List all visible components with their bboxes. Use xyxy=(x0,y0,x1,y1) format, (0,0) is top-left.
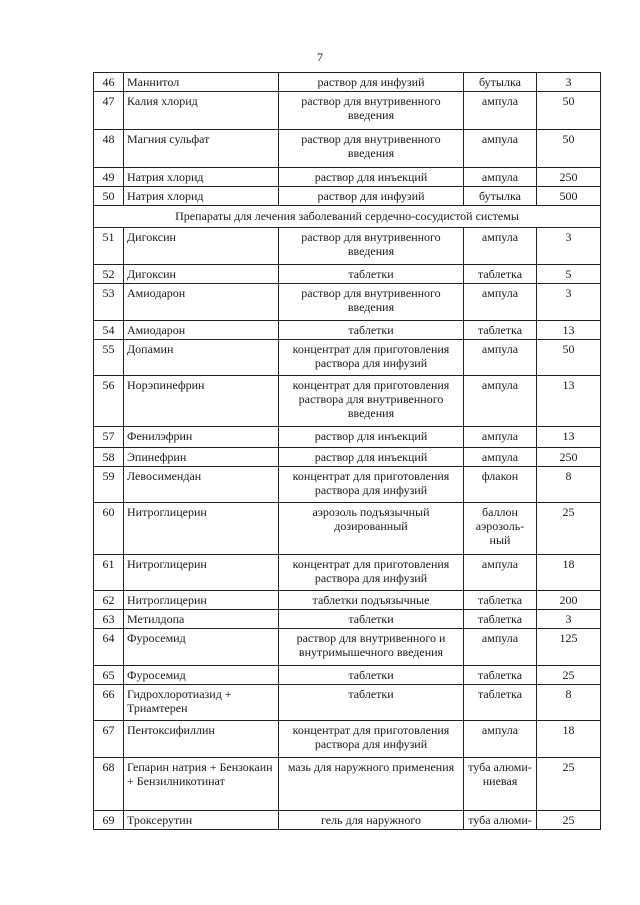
dosage-form: раствор для инъекций xyxy=(279,448,464,467)
package-unit: туба алюми-ниевая xyxy=(464,758,537,811)
package-unit: ампула xyxy=(464,448,537,467)
package-unit: ампула xyxy=(464,555,537,591)
drug-name: Амиодарон xyxy=(124,284,279,321)
table-row xyxy=(94,92,601,130)
row-number: 66 xyxy=(94,685,124,721)
drug-name: Троксерутин xyxy=(124,811,279,830)
row-number: 64 xyxy=(94,629,124,666)
package-unit: баллон аэрозоль-ный xyxy=(464,503,537,555)
table-row xyxy=(94,284,601,321)
table-row xyxy=(94,340,601,376)
drug-name: Норэпинефрин xyxy=(124,376,279,427)
quantity: 13 xyxy=(537,321,601,340)
drug-name: Калия хлорид xyxy=(124,92,279,130)
drug-name: Нитроглицерин xyxy=(124,591,279,610)
drug-name: Гидрохлоротиазид + Триамтерен xyxy=(124,685,279,721)
quantity: 500 xyxy=(537,187,601,206)
table-row xyxy=(94,265,601,284)
package-unit: ампула xyxy=(464,721,537,758)
quantity: 3 xyxy=(537,73,601,92)
package-unit: таблетка xyxy=(464,685,537,721)
quantity: 8 xyxy=(537,685,601,721)
drug-name: Пентоксифиллин xyxy=(124,721,279,758)
package-unit: флакон xyxy=(464,467,537,503)
table-row xyxy=(94,811,601,830)
table-row xyxy=(94,721,601,758)
quantity: 250 xyxy=(537,168,601,187)
table-row xyxy=(94,130,601,168)
row-number: 51 xyxy=(94,228,124,265)
drug-name: Фуросемид xyxy=(124,666,279,685)
dosage-form: раствор для инфузий xyxy=(279,73,464,92)
package-unit: таблетка xyxy=(464,666,537,685)
drug-name: Натрия хлорид xyxy=(124,168,279,187)
drug-name: Допамин xyxy=(124,340,279,376)
table-row xyxy=(94,666,601,685)
dosage-form: концентрат для приготовления раствора для инфузий xyxy=(279,721,464,758)
medications-table xyxy=(93,72,601,830)
quantity: 5 xyxy=(537,265,601,284)
dosage-form: таблетки xyxy=(279,321,464,340)
row-number: 54 xyxy=(94,321,124,340)
row-number: 60 xyxy=(94,503,124,555)
table-row xyxy=(94,467,601,503)
dosage-form: раствор для внутривенного введения xyxy=(279,92,464,130)
drug-name: Фенилэфрин xyxy=(124,427,279,448)
dosage-form: концентрат для приготовления раствора для инфузий xyxy=(279,555,464,591)
package-unit: бутылка xyxy=(464,187,537,206)
dosage-form: раствор для внутривенного введения xyxy=(279,130,464,168)
row-number: 57 xyxy=(94,427,124,448)
row-number: 52 xyxy=(94,265,124,284)
table-row xyxy=(94,168,601,187)
drug-name: Левосимендан xyxy=(124,467,279,503)
quantity: 50 xyxy=(537,92,601,130)
row-number: 69 xyxy=(94,811,124,830)
quantity: 3 xyxy=(537,284,601,321)
row-number: 67 xyxy=(94,721,124,758)
package-unit: ампула xyxy=(464,92,537,130)
dosage-form: раствор для инъекций xyxy=(279,427,464,448)
row-number: 53 xyxy=(94,284,124,321)
row-number: 58 xyxy=(94,448,124,467)
dosage-form: таблетки xyxy=(279,265,464,284)
dosage-form: раствор для инъекций xyxy=(279,168,464,187)
table-row xyxy=(94,187,601,206)
drug-name: Нитроглицерин xyxy=(124,503,279,555)
drug-name: Натрия хлорид xyxy=(124,187,279,206)
dosage-form: таблетки xyxy=(279,666,464,685)
row-number: 61 xyxy=(94,555,124,591)
row-number: 62 xyxy=(94,591,124,610)
quantity: 18 xyxy=(537,721,601,758)
table-row xyxy=(94,376,601,427)
package-unit: ампула xyxy=(464,168,537,187)
row-number: 65 xyxy=(94,666,124,685)
quantity: 50 xyxy=(537,130,601,168)
quantity: 13 xyxy=(537,427,601,448)
package-unit: таблетка xyxy=(464,265,537,284)
drug-name: Дигоксин xyxy=(124,228,279,265)
quantity: 25 xyxy=(537,758,601,811)
row-number: 50 xyxy=(94,187,124,206)
quantity: 125 xyxy=(537,629,601,666)
drug-name: Нитроглицерин xyxy=(124,555,279,591)
dosage-form: таблетки xyxy=(279,685,464,721)
quantity: 3 xyxy=(537,610,601,629)
row-number: 56 xyxy=(94,376,124,427)
dosage-form: раствор для внутривенного введения xyxy=(279,284,464,321)
quantity: 3 xyxy=(537,228,601,265)
dosage-form: мазь для наружного применения xyxy=(279,758,464,811)
package-unit: туба алюми- xyxy=(464,811,537,830)
dosage-form: таблетки xyxy=(279,610,464,629)
drug-name: Амиодарон xyxy=(124,321,279,340)
drug-name: Магния сульфат xyxy=(124,130,279,168)
package-unit: ампула xyxy=(464,629,537,666)
package-unit: бутылка xyxy=(464,73,537,92)
package-unit: таблетка xyxy=(464,321,537,340)
package-unit: таблетка xyxy=(464,610,537,629)
row-number: 49 xyxy=(94,168,124,187)
drug-name: Эпинефрин xyxy=(124,448,279,467)
quantity: 250 xyxy=(537,448,601,467)
table-row xyxy=(94,321,601,340)
package-unit: ампула xyxy=(464,228,537,265)
quantity: 25 xyxy=(537,503,601,555)
drug-name: Маннитол xyxy=(124,73,279,92)
package-unit: ампула xyxy=(464,130,537,168)
drug-name: Гепарин натрия + Бензокаин + Бензилникотинат xyxy=(124,758,279,811)
row-number: 59 xyxy=(94,467,124,503)
package-unit: ампула xyxy=(464,376,537,427)
package-unit: ампула xyxy=(464,284,537,321)
table-row xyxy=(94,591,601,610)
row-number: 68 xyxy=(94,758,124,811)
drug-name: Метилдопа xyxy=(124,610,279,629)
package-unit: таблетка xyxy=(464,591,537,610)
row-number: 48 xyxy=(94,130,124,168)
table-row xyxy=(94,503,601,555)
quantity: 200 xyxy=(537,591,601,610)
dosage-form: раствор для внутривенного и внутримышечного введения xyxy=(279,629,464,666)
page-number: 7 xyxy=(317,50,323,64)
table-row xyxy=(94,228,601,265)
drug-name: Дигоксин xyxy=(124,265,279,284)
table-row xyxy=(94,610,601,629)
quantity: 25 xyxy=(537,666,601,685)
section-header-row xyxy=(94,206,601,228)
dosage-form: концентрат для приготовления раствора для инфузий xyxy=(279,340,464,376)
table-row xyxy=(94,555,601,591)
table-row xyxy=(94,448,601,467)
dosage-form: концентрат для приготовления раствора для инфузий xyxy=(279,467,464,503)
medications-table-body xyxy=(94,73,601,830)
dosage-form: раствор для инфузий xyxy=(279,187,464,206)
table-row xyxy=(94,73,601,92)
package-unit: ампула xyxy=(464,427,537,448)
quantity: 25 xyxy=(537,811,601,830)
table-row xyxy=(94,758,601,811)
quantity: 50 xyxy=(537,340,601,376)
row-number: 46 xyxy=(94,73,124,92)
section-title: Препараты для лечения заболеваний сердечно-сосудистой системы xyxy=(94,206,601,228)
dosage-form: аэрозоль подъязычный дозированный xyxy=(279,503,464,555)
dosage-form: таблетки подъязычные xyxy=(279,591,464,610)
table-row xyxy=(94,685,601,721)
quantity: 8 xyxy=(537,467,601,503)
dosage-form: концентрат для приготовления раствора для внутривенного введения xyxy=(279,376,464,427)
row-number: 63 xyxy=(94,610,124,629)
dosage-form: гель для наружного xyxy=(279,811,464,830)
row-number: 55 xyxy=(94,340,124,376)
row-number: 47 xyxy=(94,92,124,130)
table-row xyxy=(94,629,601,666)
table-row xyxy=(94,427,601,448)
package-unit: ампула xyxy=(464,340,537,376)
drug-name: Фуросемид xyxy=(124,629,279,666)
dosage-form: раствор для внутривенного введения xyxy=(279,228,464,265)
quantity: 18 xyxy=(537,555,601,591)
quantity: 13 xyxy=(537,376,601,427)
